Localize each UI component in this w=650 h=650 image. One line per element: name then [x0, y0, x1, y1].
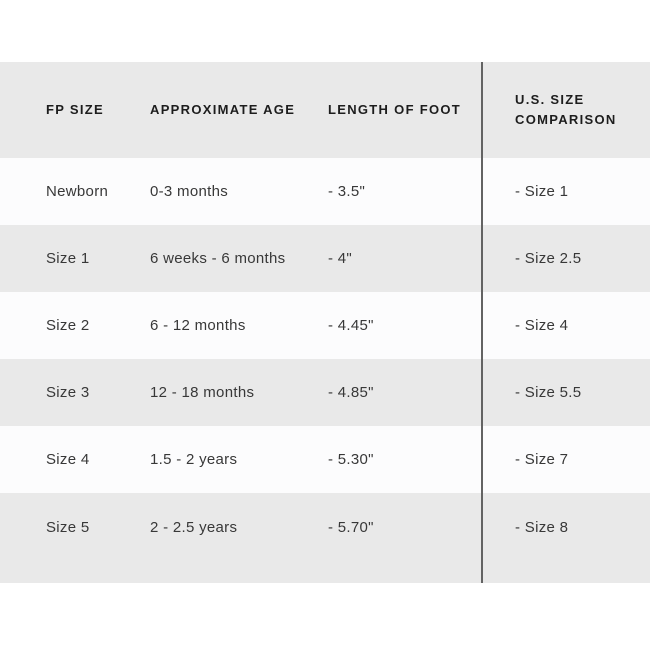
cell-fp-size: Size 5 — [46, 518, 90, 536]
cell-us-size: - Size 4 — [481, 292, 650, 359]
cell-us-size: - Size 7 — [481, 426, 650, 493]
cell-fp-size: Size 2 — [46, 317, 90, 334]
table-header-row — [0, 62, 650, 158]
cell-fp-size: Size 4 — [46, 451, 90, 468]
cell-age: 6 - 12 months — [150, 317, 246, 334]
cell-us-size: - Size 5.5 — [481, 359, 650, 426]
cell-age: 0-3 months — [150, 183, 229, 200]
cell-age: 2 - 2.5 years — [150, 518, 238, 536]
cell-fp-size: Newborn — [46, 183, 109, 200]
table-row — [0, 359, 650, 426]
cell-foot-length: - 5.30" — [328, 451, 374, 468]
table-row — [0, 158, 650, 225]
column-header-approximate-age: APPROXIMATE AGE — [150, 101, 296, 117]
cell-us-size: - Size 8 — [481, 493, 650, 583]
cell-foot-length: - 4.45" — [328, 317, 374, 334]
cell-fp-size: Size 3 — [46, 384, 90, 401]
table-row — [0, 426, 650, 493]
cell-foot-length: - 4.85" — [328, 384, 374, 401]
cell-foot-length: - 4" — [328, 250, 353, 267]
column-header-us-size-comparison: U.S. SIZE COMPARISON — [481, 62, 650, 158]
cell-us-size: - Size 2.5 — [481, 225, 650, 292]
cell-age: 6 weeks - 6 months — [150, 250, 286, 267]
column-header-fp-size: FP SIZE — [46, 101, 104, 117]
table-row — [0, 493, 650, 583]
table-row — [0, 225, 650, 292]
cell-fp-size: Size 1 — [46, 250, 90, 267]
cell-foot-length: - 3.5" — [328, 183, 366, 200]
size-chart-table — [0, 62, 650, 583]
column-header-length-of-foot: LENGTH OF FOOT — [328, 101, 462, 117]
cell-age: 1.5 - 2 years — [150, 451, 238, 468]
cell-age: 12 - 18 months — [150, 384, 255, 401]
cell-us-size: - Size 1 — [481, 158, 650, 225]
table-row — [0, 292, 650, 359]
cell-foot-length: - 5.70" — [328, 518, 374, 536]
